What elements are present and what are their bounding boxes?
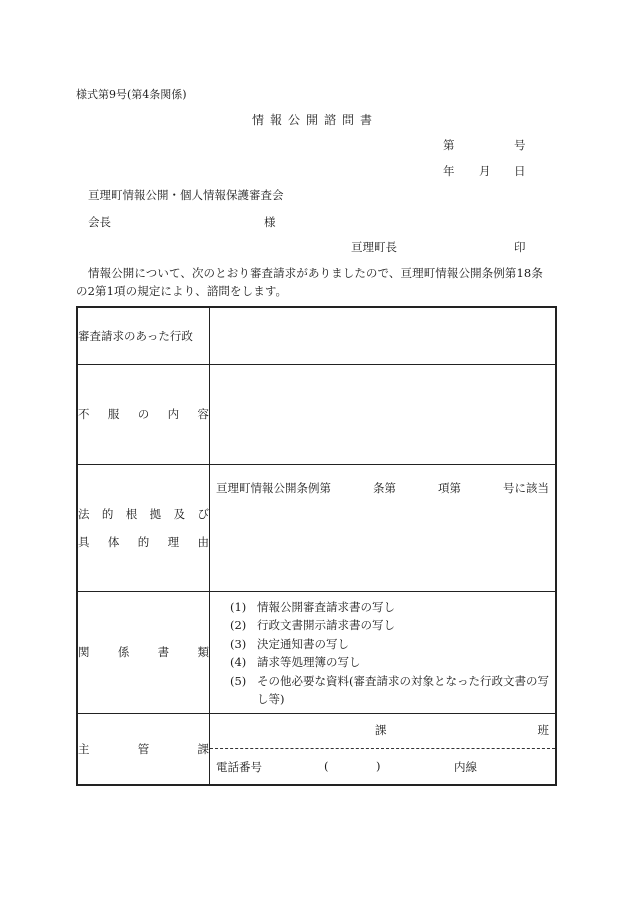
department-value-cell — [210, 713, 557, 785]
list-item-number: (2) — [230, 618, 247, 632]
date-month: 月 — [479, 164, 491, 178]
row-label-text — [78, 644, 209, 660]
list-item-number: (5) — [230, 673, 247, 688]
label-char: 具 — [78, 534, 90, 549]
ordinance-part: 号に該当 — [503, 480, 549, 495]
list-item — [230, 672, 549, 709]
list-item-text: 決定通知書の写し — [257, 636, 349, 651]
table-row — [77, 364, 556, 464]
label-char: 的 — [137, 534, 150, 549]
extension-label: 内線 — [454, 759, 477, 774]
row-label-complaint — [77, 364, 210, 464]
label-char: 的 — [101, 506, 114, 521]
list-item-text: 行政文書開示請求書の写し — [257, 618, 395, 632]
label-char: 理 — [167, 534, 180, 549]
label-char: 体 — [107, 534, 120, 549]
section-field[interactable] — [210, 714, 555, 749]
document-number-go: 号 — [514, 138, 526, 152]
label-char: 課 — [197, 741, 209, 756]
label-char: 類 — [197, 645, 209, 659]
table-row — [77, 713, 556, 785]
complaint-value-cell[interactable] — [210, 364, 557, 464]
ordinance-part: 条第 — [373, 480, 396, 495]
label-char: 主 — [78, 741, 90, 756]
row-label-line — [78, 534, 209, 550]
label-char: 管 — [137, 741, 150, 756]
label-char: び — [197, 506, 209, 521]
ordinance-part: 亘理町情報公開条例第 — [216, 480, 331, 495]
label-char: の — [137, 407, 150, 421]
consultation-table — [76, 306, 557, 786]
body-paragraph: 情報公開について、次のとおり審査請求がありましたので、亘理町情報公開条例第18条の2第1項の規定により、諮問をします。 — [76, 266, 543, 298]
related-documents-cell — [210, 591, 557, 713]
phone-label: 電話番号 — [216, 759, 262, 774]
label-char: 関 — [78, 645, 90, 659]
list-item-text: 請求等処理簿の写し — [257, 655, 361, 669]
row-label-text — [78, 406, 209, 422]
table-row — [77, 591, 556, 713]
addressee-chair: 会長 — [88, 215, 111, 229]
document-number-dai: 第 — [443, 138, 455, 152]
label-char: 容 — [197, 407, 209, 421]
seal-mark: 印 — [514, 240, 526, 254]
label-char: 係 — [117, 645, 130, 659]
phone-paren-open: ( — [324, 758, 329, 773]
sender-mayor: 亘理町長 — [351, 240, 397, 254]
row-label-text: 審査請求のあった行政 — [78, 328, 193, 343]
phone-paren-close: ) — [376, 758, 381, 773]
list-item — [230, 635, 549, 654]
section-ka-label: 課 — [375, 722, 387, 737]
label-char: 服 — [107, 407, 120, 421]
date-day: 日 — [514, 164, 526, 178]
list-item-text: 情報公開審査請求書の写し — [257, 599, 395, 614]
table-row — [77, 464, 556, 591]
administrative-value-cell[interactable] — [210, 307, 557, 364]
addressee-committee: 亘理町情報公開・個人情報保護審査会 — [88, 188, 284, 202]
row-label-administrative — [77, 307, 210, 364]
label-char: 内 — [167, 407, 180, 421]
legal-basis-value-cell[interactable] — [210, 464, 557, 591]
row-label-related-documents — [77, 591, 210, 713]
label-char: 及 — [173, 506, 186, 521]
ordinance-reference — [216, 480, 549, 496]
date-year: 年 — [443, 164, 455, 178]
list-item-number: (1) — [230, 599, 247, 614]
row-label-legal-basis — [77, 464, 210, 591]
list-item — [230, 616, 549, 635]
label-char: 法 — [78, 506, 90, 521]
label-char: 根 — [125, 506, 138, 521]
list-item-text: その他必要な資料(審査請求の対象となった行政文書の写し等) — [257, 673, 549, 706]
label-char: 不 — [78, 407, 90, 421]
list-item-number: (4) — [230, 655, 247, 669]
list-item-number: (3) — [230, 636, 247, 651]
document-title: 情報公開諮問書 — [251, 113, 378, 127]
label-char: 書 — [157, 645, 170, 659]
phone-field[interactable] — [210, 749, 555, 784]
form-number: 様式第9号(第4条関係) — [76, 88, 187, 101]
row-label-line — [78, 506, 209, 522]
addressee-honorific: 様 — [264, 215, 276, 229]
row-label-department — [77, 713, 210, 785]
table-row — [77, 307, 556, 364]
related-documents-list — [210, 592, 555, 713]
list-item — [230, 653, 549, 672]
section-han-label: 班 — [537, 722, 549, 737]
ordinance-part: 項第 — [438, 480, 461, 495]
label-char: 由 — [197, 534, 209, 549]
row-label-text — [78, 741, 209, 757]
list-item — [230, 598, 549, 617]
label-char: 拠 — [149, 506, 162, 521]
